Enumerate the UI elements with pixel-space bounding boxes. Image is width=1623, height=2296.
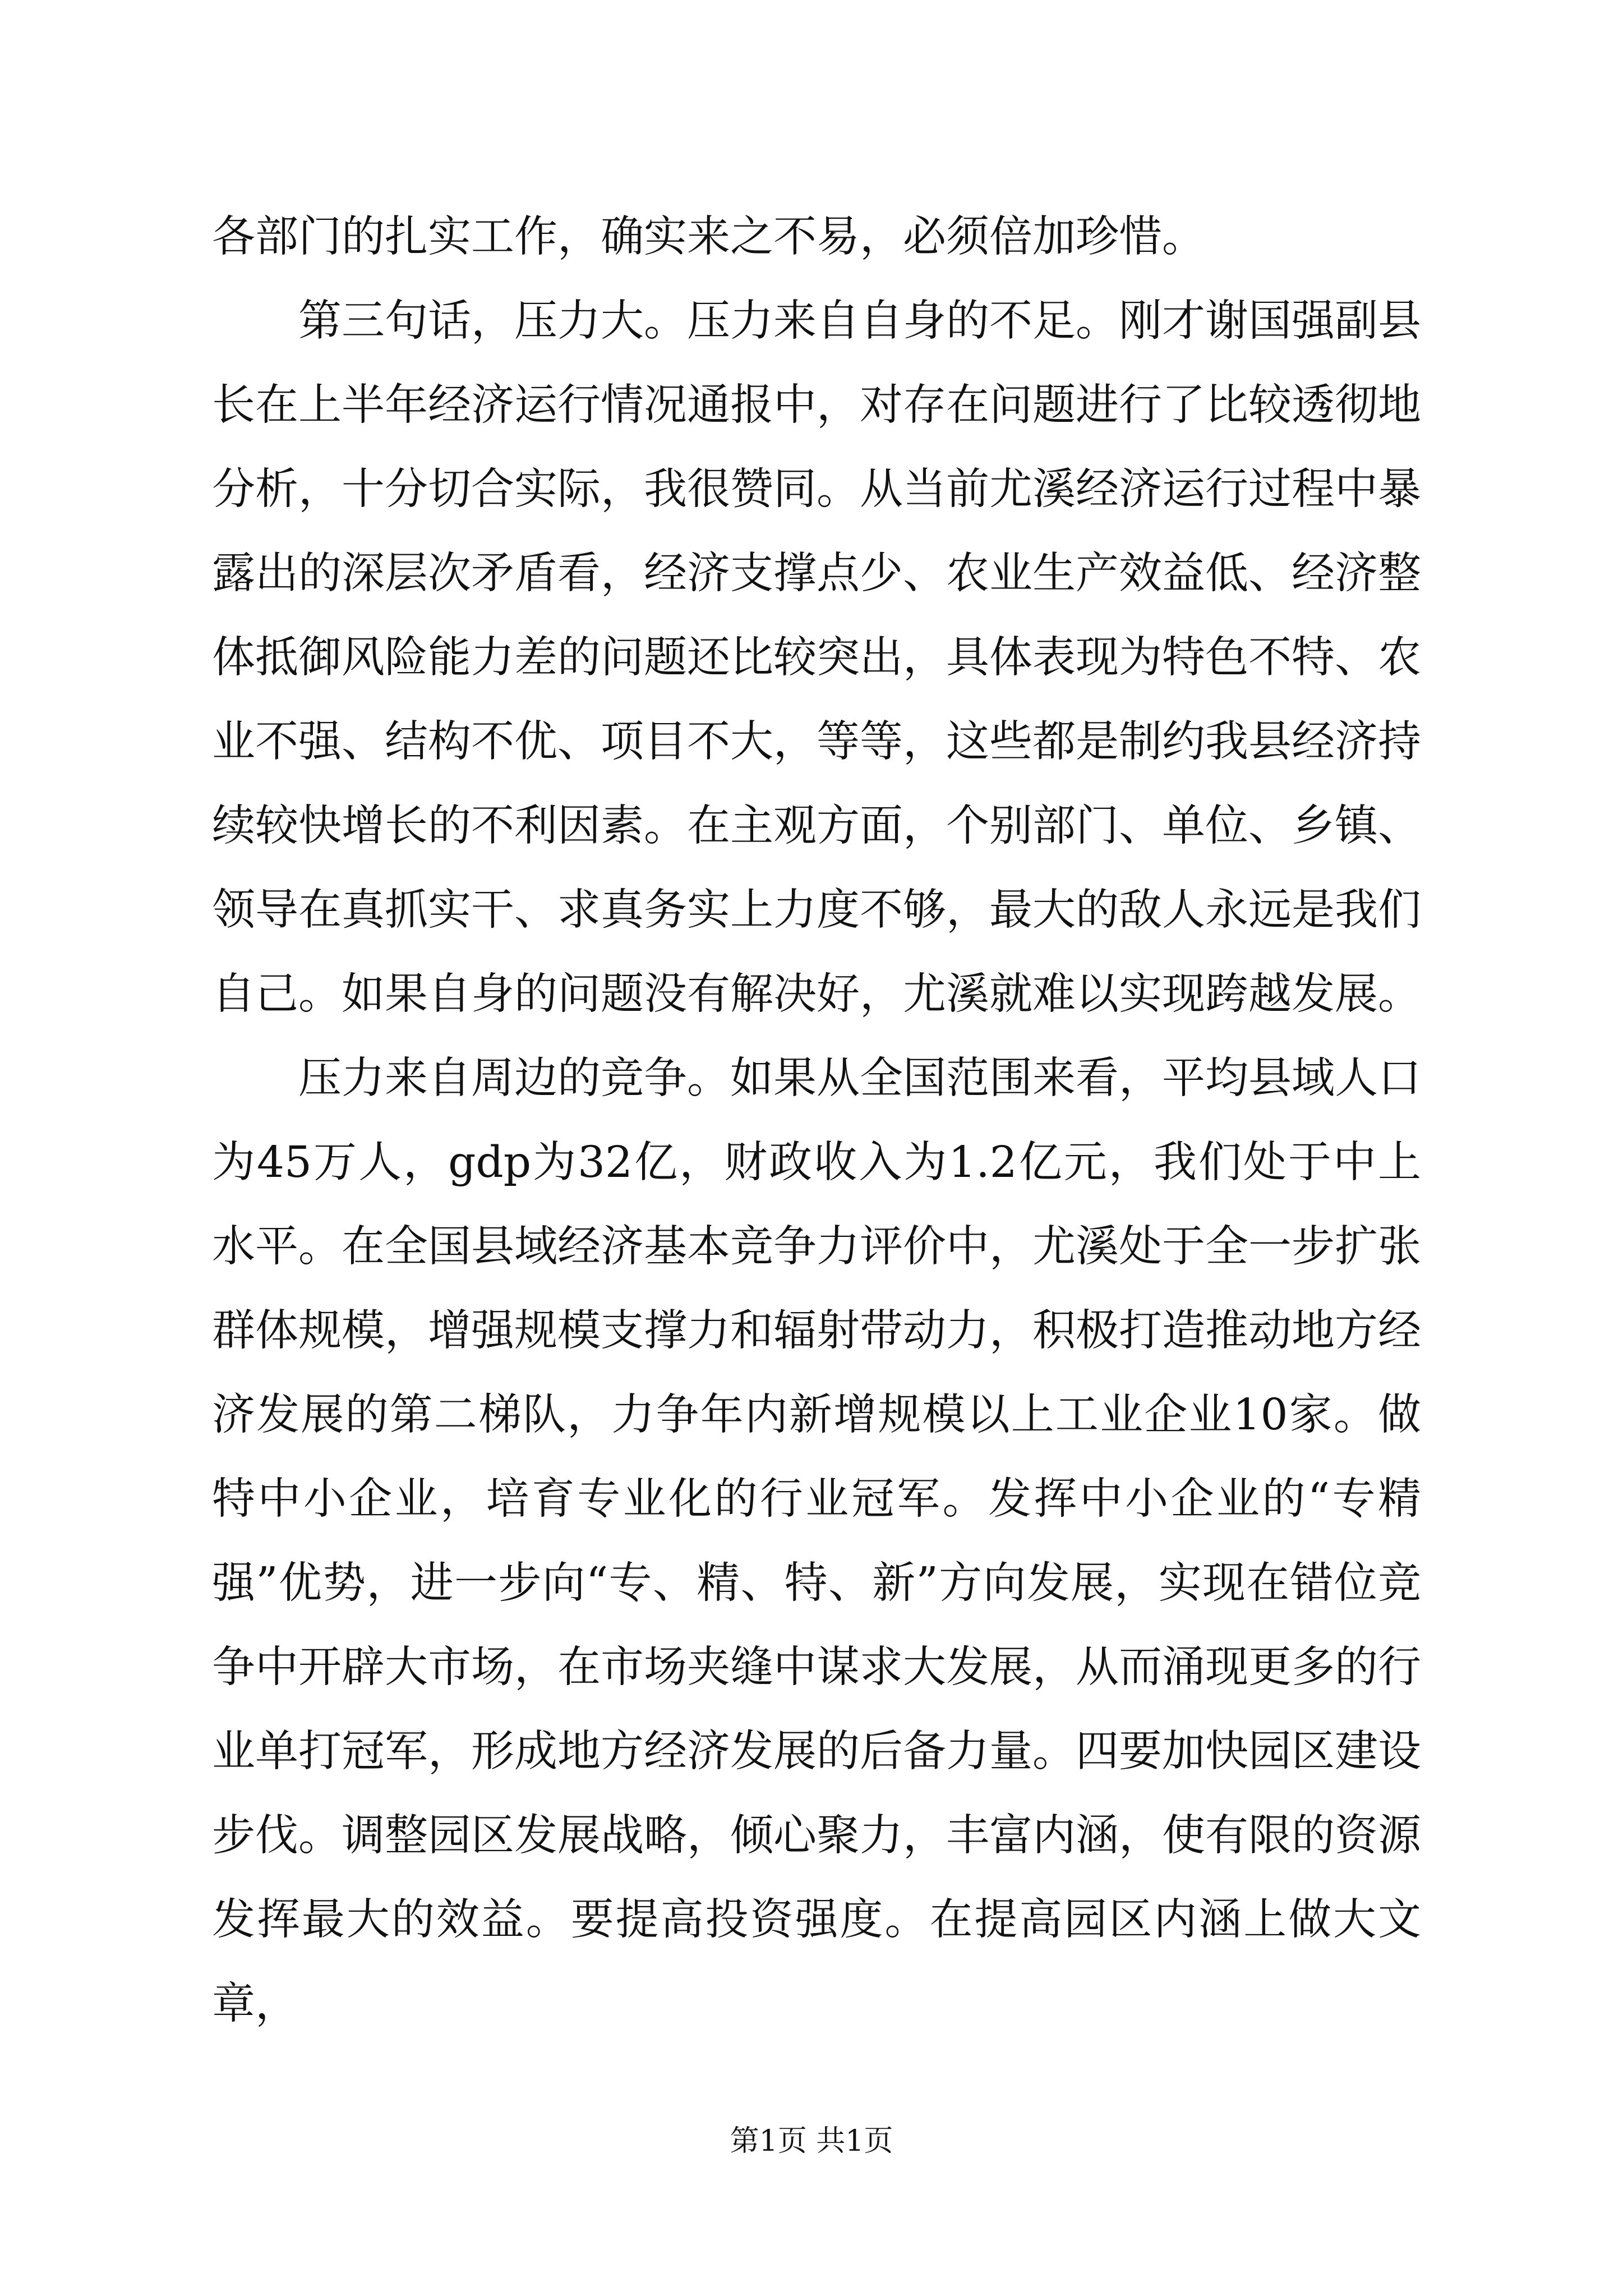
paragraph-2: 第三句话，压力大。压力来自自身的不足。刚才谢国强副县长在上半年经济运行情况通报中，对存在问题进行了比较透彻地分析，十分切合实际，我很赞同。从当前尤溪经济运行过程中暴露出的深层次矛盾看，经济支撑点少、农业生产效益低、经济整体抵御风险能力差的问题还比较突出，具体表现为特色不特、农业不强、结构不优、项目不大，等等，这些都是制约我县经济持续较快增长的不利因素。在主观方面，个别部门、单位、乡镇、领导在真抓实干、求真务实上力度不够，最大的敌人永远是我们自己。如果自身的问题没有解决好，尤溪就难以实现跨越发展。 bbox=[212, 296, 1421, 1019]
paragraph-1: 各部门的扎实工作，确实来之不易，必须倍加珍惜。 bbox=[212, 212, 1205, 262]
paragraph-3: 压力来自周边的竞争。如果从全国范围来看，平均县域人口为45万人，gdp为32亿，财政收入为1.2亿元，我们处于中上水平。在全国县域经济基本竞争力评价中，尤溪处于全一步扩张群体规模，增强规模支撑力和辐射带动力，积极打造推动地方经济发展的第二梯队，力争年内新增规模以上工业企业10家。做特中小企业，培育专业化的行业冠军。发挥中小企业的“专精强”优势，进一步向“专、精、特、新”方向发展，实现在错位竞争中开辟大市场，在市场夹缝中谋求大发展，从而涌现更多的行业单打冠军，形成地方经济发展的后备力量。四要加快园区建设步伐。调整园区发展战略，倾心聚力，丰富内涵，使有限的资源发挥最大的效益。要提高投资强度。在提高园区内涵上做大文章， bbox=[212, 1053, 1421, 2029]
document-body bbox=[212, 195, 1421, 2046]
page-number-label: 第1页 共1页 bbox=[730, 2124, 893, 2158]
page-footer bbox=[0, 2122, 1623, 2161]
